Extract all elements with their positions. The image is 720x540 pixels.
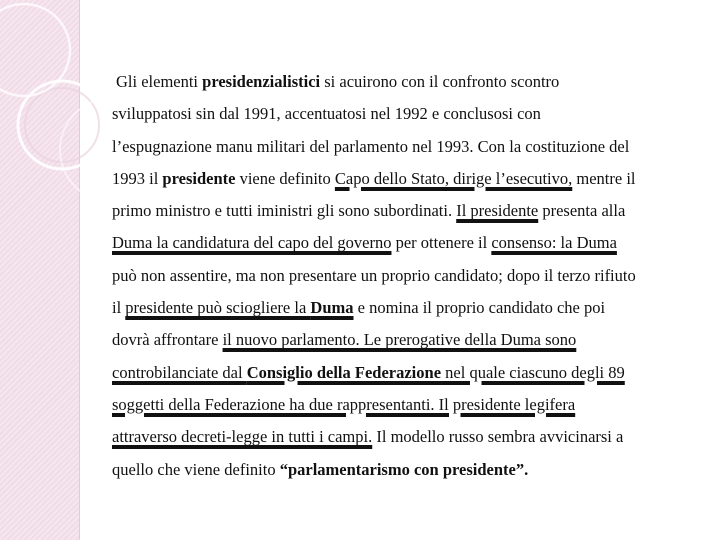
text-segment: dovrà affrontare: [112, 330, 223, 350]
text-line: [112, 292, 702, 324]
bold-text: “parlamentarismo con presidente”.: [279, 459, 529, 479]
text-segment: Gli elementi: [116, 72, 203, 91]
text-line: [112, 357, 702, 389]
text-segment: 1993 il: [112, 168, 163, 188]
text-segment: per ottenere il: [391, 233, 492, 253]
text-line: [112, 227, 702, 259]
text-line: [112, 195, 702, 227]
underlined-text: consenso: la Duma: [491, 233, 617, 253]
text-line: [112, 421, 702, 453]
underlined-text: Consiglio della Federazione: [246, 362, 442, 382]
underlined-text: nel quale ciascuno degli 89: [441, 362, 625, 382]
text-segment: sviluppatosi sin dal 1991, accentuatosi nel 1992 e conclusosi con: [112, 104, 541, 124]
text-line: [112, 131, 702, 163]
underlined-text: il nuovo parlamento. Le prerogative della Duma sono: [222, 330, 577, 350]
text-segment: Il modello russo sembra avvicinarsi a: [372, 427, 624, 447]
bold-text: presidente: [162, 168, 236, 188]
text-segment: primo ministro e tutti iministri gli sono subordinati.: [112, 201, 457, 221]
text-segment: l’espugnazione manu militari del parlamento nel 1993. Con la costituzione del: [112, 136, 630, 156]
text-segment: si acuirono con il confronto scontro: [320, 72, 560, 91]
text-segment: può non assentire, ma non presentare un proprio candidato; dopo il terzo rifiuto: [112, 265, 636, 285]
underlined-text: presidente può sciogliere la: [125, 298, 311, 318]
sidebar-edge: [79, 0, 80, 540]
underlined-text: Il presidente: [456, 201, 539, 221]
text-segment: viene definito: [235, 168, 335, 188]
text-line: [112, 163, 702, 195]
slide-paragraph: [112, 66, 702, 486]
decorative-sidebar: [0, 0, 80, 540]
underlined-text: Duma la candidatura del capo del governo: [112, 233, 392, 253]
underlined-text: soggetti della Federazione ha due rappresentanti. Il presidente legifera: [112, 394, 576, 414]
text-segment: quello che viene definito: [112, 459, 280, 479]
text-line: [112, 260, 702, 292]
bold-text: presidenzialistici: [202, 72, 321, 91]
text-segment: e nomina il proprio candidato che poi: [353, 298, 606, 318]
text-line: [112, 98, 702, 130]
text-segment: il: [112, 298, 126, 318]
underlined-text: Duma: [310, 298, 354, 318]
text-segment: mentre il: [572, 168, 636, 188]
text-line: [112, 454, 702, 486]
text-segment: presenta alla: [538, 201, 626, 221]
underlined-text: Capo dello Stato, dirige l’esecutivo,: [334, 168, 573, 188]
underlined-text: controbilanciate dal: [112, 362, 247, 382]
text-line: [112, 389, 702, 421]
underlined-text: attraverso decreti-legge in tutti i campi.: [112, 427, 373, 447]
text-line: [112, 324, 702, 356]
text-line: [112, 66, 702, 98]
